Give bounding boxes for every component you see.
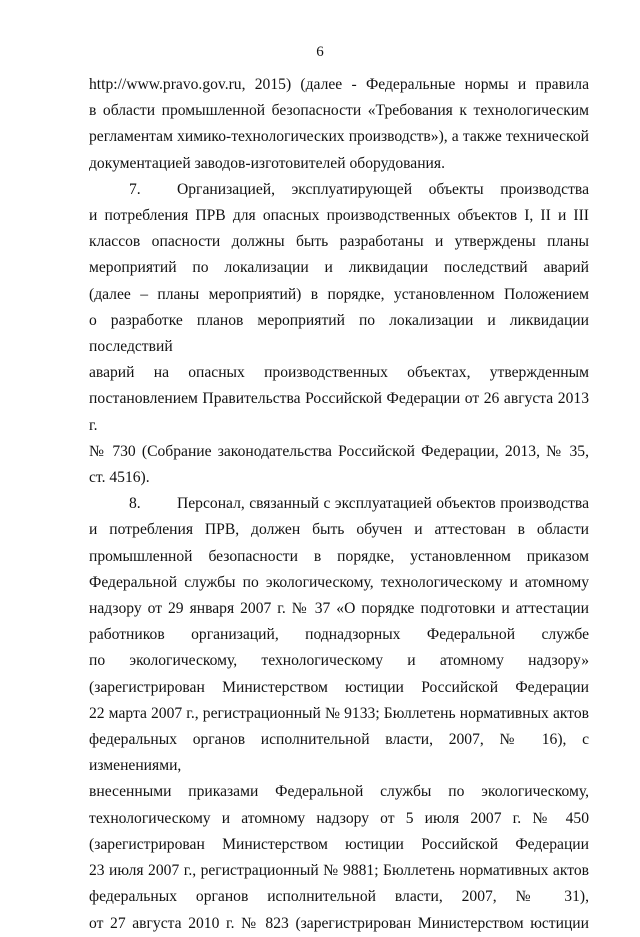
text-line: (зарегистрирован Министерством юстиции Российской Федерации [89, 835, 589, 853]
text-line: федеральных органов исполнительной власти, 2007, № 31), [89, 888, 589, 906]
text-line: Федеральной службы по экологическому, технологическому и атомному [89, 573, 589, 591]
text-line: 23 июля 2007 г., регистрационный № 9881; Бюллетень нормативных актов [89, 862, 589, 880]
text-line: работников организаций, поднадзорных Федеральной службе [89, 626, 589, 644]
text-line: мероприятий по локализации и ликвидации последствий аварий [89, 259, 589, 277]
numbered-first-line [89, 491, 589, 517]
text-line: постановлением Правительства Российской Федерации от 26 августа 2013 г. [89, 390, 589, 434]
text-line: промышленной безопасности в порядке, установленном приказом [89, 547, 589, 565]
text-line: (далее – планы мероприятий) в порядке, установленном Положением [89, 285, 589, 303]
text-line: ст. 4516). [89, 469, 150, 487]
text-line: от 27 августа 2010 г. № 823 (зарегистрирован Министерством юстиции [89, 914, 589, 932]
text-line: федеральных органов исполнительной власти, 2007, № 16), с изменениями, [89, 731, 589, 775]
paragraph-number: 8. [129, 495, 141, 513]
text-line: и потребления ПРВ, должен быть обучен и аттестован в области [89, 521, 589, 539]
text-line: технологическому и атомному надзору от 5 июля 2007 г. № 450 [89, 809, 589, 827]
text-line: Персонал, связанный с эксплуатацией объектов производства [177, 495, 589, 513]
paragraph-number: 7. [129, 180, 141, 198]
numbered-first-line [89, 177, 589, 203]
text-line: регламентам химико-технологических производств»), а также технической [89, 128, 589, 146]
text-line: внесенными приказами Федеральной службы по экологическому, [89, 783, 589, 801]
paragraph-7 [89, 177, 589, 491]
text-line: и потребления ПРВ для опасных производственных объектов I, II и III [89, 207, 589, 225]
text-line: № 730 (Собрание законодательства Российской Федерации, 2013, № 35, [89, 442, 589, 460]
text-line: по экологическому, технологическому и атомному надзору» [89, 652, 589, 670]
document-body [89, 72, 589, 937]
text-line: (зарегистрирован Министерством юстиции Российской Федерации [89, 678, 589, 696]
text-line: классов опасности должны быть разработаны и утверждены планы [89, 233, 589, 251]
page-number: 6 [316, 44, 324, 60]
paragraph-continuation [89, 72, 589, 177]
text-line: Организацией, эксплуатирующей объекты производства [177, 180, 589, 198]
text-line: документацией заводов-изготовителей оборудования. [89, 154, 445, 172]
paragraph-8 [89, 491, 589, 936]
text-line: http://www.pravo.gov.ru, 2015) (далее - Федеральные нормы и правила [89, 76, 589, 93]
text-line: надзору от 29 января 2007 г. № 37 «О порядке подготовки и аттестации [89, 600, 589, 618]
text-line: в области промышленной безопасности «Требования к технологическим [89, 102, 589, 120]
text-line: аварий на опасных производственных объектах, утвержденным [89, 364, 589, 382]
text-line: о разработке планов мероприятий по локализации и ликвидации последствий [89, 311, 589, 356]
text-line: 22 марта 2007 г., регистрационный № 9133; Бюллетень нормативных актов [89, 704, 589, 722]
